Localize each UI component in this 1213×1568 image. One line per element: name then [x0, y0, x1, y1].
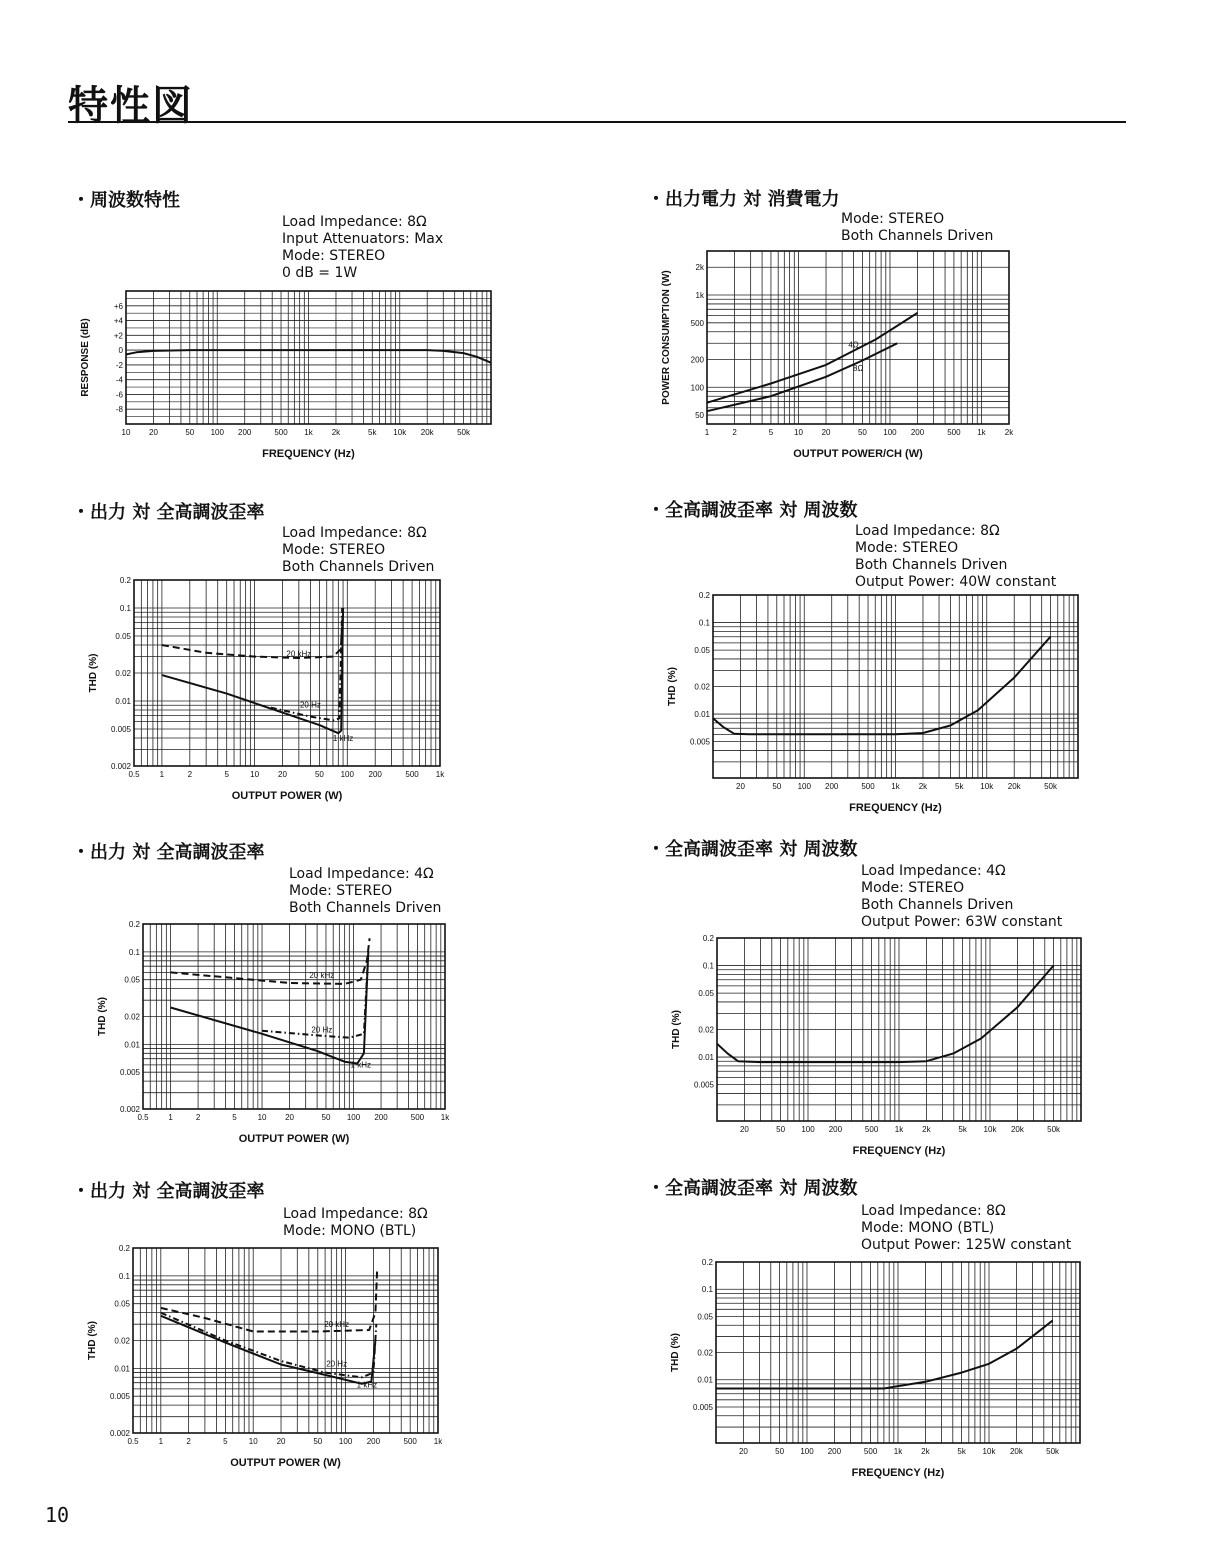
y-tick-label: 0.2 — [702, 934, 714, 943]
x-tick-label: 10 — [121, 428, 131, 437]
y-axis-label: THD (%) — [671, 1010, 682, 1049]
x-tick-label: 10k — [393, 428, 407, 437]
x-tick-label: 10k — [980, 782, 994, 791]
curve-label: 20 kHz — [324, 1319, 350, 1329]
condition-line: Load Impedance: 8Ω — [282, 525, 427, 541]
chart-c1 — [80, 291, 491, 460]
condition-line: Load Impedance: 8Ω — [282, 214, 427, 230]
y-tick-label: 2k — [695, 263, 704, 273]
y-tick-label: 0.2 — [128, 920, 140, 929]
curve-label: 8Ω — [853, 364, 864, 374]
chart-c2-section-title: ・出力電力 対 消費電力 — [647, 189, 840, 210]
series-line — [162, 608, 343, 658]
page-title: 特性図 — [68, 83, 194, 129]
curve-label: 20 kHz — [309, 971, 335, 981]
grid — [716, 1262, 1080, 1443]
x-tick-label: 1k — [891, 782, 900, 791]
y-tick-label: 0.005 — [119, 1068, 140, 1078]
y-tick-label: 0.005 — [110, 724, 131, 734]
x-tick-label: 50k — [1047, 1125, 1061, 1134]
grid — [143, 924, 445, 1109]
x-tick-label: 1k — [435, 770, 445, 779]
x-tick-label: 20 — [285, 1113, 295, 1122]
x-tick-label: 50 — [775, 1447, 785, 1456]
y-tick-label: 200 — [690, 355, 704, 365]
x-tick-label: 1 — [168, 1113, 173, 1122]
y-tick-label: -8 — [115, 405, 123, 415]
x-tick-label: 10 — [257, 1113, 267, 1122]
x-tick-label: 20k — [1009, 1447, 1023, 1456]
grid — [713, 595, 1078, 778]
y-tick-label: 0.2 — [698, 591, 710, 600]
x-tick-label: 2k — [331, 428, 341, 437]
y-tick-label: 0.05 — [124, 975, 140, 985]
chart-c1-section-title: ・周波数特性 — [72, 190, 180, 211]
x-axis-label: OUTPUT POWER (W) — [230, 1457, 341, 1469]
y-tick-label: 0.05 — [697, 1312, 713, 1322]
x-tick-label: 500 — [410, 1113, 425, 1122]
condition-line: Both Channels Driven — [289, 900, 442, 916]
x-tick-label: 2k — [921, 1447, 930, 1456]
x-tick-label: 200 — [374, 1113, 388, 1122]
x-tick-label: 5k — [958, 1125, 967, 1134]
y-tick-label: 0.02 — [698, 1025, 714, 1035]
curve-label: 4Ω — [848, 340, 859, 350]
y-tick-label: 0.05 — [698, 989, 714, 999]
x-tick-label: 20 — [276, 1437, 286, 1446]
x-tick-label: 20 — [278, 770, 287, 779]
grid — [126, 291, 491, 424]
chart-c6-section-title: ・全高調波歪率 対 周波数 — [647, 839, 858, 860]
y-tick-label: 0.005 — [692, 1402, 713, 1412]
x-tick-label: 1k — [433, 1437, 443, 1446]
x-tick-label: 50 — [776, 1125, 786, 1134]
condition-line: Both Channels Driven — [841, 228, 994, 244]
condition-line: Output Power: 40W constant — [855, 574, 1057, 590]
y-axis-label: THD (%) — [670, 1333, 681, 1372]
x-axis-label: FREQUENCY (Hz) — [262, 448, 355, 460]
y-tick-label: 0.02 — [115, 669, 131, 678]
condition-line: Mode: STEREO — [855, 540, 959, 556]
y-tick-label: 50 — [695, 411, 704, 421]
x-tick-label: 2 — [195, 1113, 201, 1122]
chart-c6 — [671, 934, 1081, 1157]
x-tick-label: 50 — [313, 1437, 323, 1446]
x-axis-label: FREQUENCY (Hz) — [849, 802, 942, 814]
y-tick-label: 1k — [695, 291, 704, 301]
y-axis-label: THD (%) — [97, 997, 108, 1036]
y-tick-label: 0.02 — [124, 1012, 140, 1022]
x-tick-label: 2k — [1004, 428, 1014, 437]
chart-c7 — [87, 1244, 443, 1469]
x-tick-label: 2k — [918, 782, 928, 791]
condition-line: Load Impedance: 8Ω — [283, 1206, 428, 1222]
curve-label: 20 Hz — [299, 700, 321, 710]
x-tick-label: 1k — [440, 1113, 450, 1122]
x-tick-label: 2 — [732, 428, 737, 437]
series-line — [162, 608, 343, 733]
x-tick-label: 100 — [210, 428, 224, 437]
x-tick-label: 200 — [366, 1437, 381, 1446]
x-tick-label: 50 — [772, 782, 782, 791]
y-axis-label: RESPONSE (dB) — [80, 318, 91, 397]
y-tick-label: 0.02 — [114, 1336, 130, 1346]
y-tick-label: +2 — [113, 331, 123, 341]
y-tick-label: 0.05 — [114, 1299, 130, 1309]
chart-c5-section-title: ・出力 対 全高調波歪率 — [72, 842, 265, 863]
grid — [134, 580, 440, 766]
y-tick-label: 500 — [690, 318, 704, 328]
y-tick-label: 0.1 — [118, 1271, 130, 1281]
grid — [717, 938, 1081, 1121]
y-tick-label: 0.01 — [697, 1375, 713, 1385]
x-tick-label: 0.5 — [137, 1113, 149, 1122]
y-tick-label: 0.1 — [119, 603, 131, 613]
y-tick-label: -2 — [115, 360, 123, 370]
y-tick-label: +4 — [113, 316, 123, 326]
y-tick-label: 0.1 — [702, 961, 714, 971]
curve-label: 20 kHz — [286, 649, 312, 659]
x-tick-label: 20 — [821, 428, 831, 437]
y-tick-label: 0.01 — [124, 1040, 140, 1050]
x-tick-label: 5k — [368, 428, 377, 437]
x-tick-label: 50 — [321, 1113, 331, 1122]
x-tick-label: 500 — [403, 1437, 417, 1446]
y-tick-label: 0.01 — [114, 1364, 130, 1374]
y-tick-label: 0.2 — [701, 1258, 713, 1267]
x-tick-label: 10k — [982, 1447, 996, 1456]
y-tick-label: 0.01 — [115, 696, 131, 706]
x-tick-label: 50k — [457, 428, 470, 437]
condition-line: Load Impedance: 8Ω — [861, 1203, 1006, 1219]
condition-line: Output Power: 63W constant — [861, 914, 1063, 930]
y-axis-label: THD (%) — [87, 1321, 98, 1360]
x-tick-label: 5k — [957, 1447, 966, 1456]
y-tick-label: -6 — [115, 390, 123, 400]
y-tick-label: 0.005 — [693, 1080, 714, 1090]
y-tick-label: 0.002 — [119, 1105, 140, 1114]
y-tick-label: -4 — [115, 375, 123, 385]
x-tick-label: 20 — [149, 428, 158, 437]
condition-line: Both Channels Driven — [282, 559, 435, 575]
x-tick-label: 0.5 — [127, 1437, 139, 1446]
x-tick-label: 20k — [1010, 1125, 1024, 1134]
x-tick-label: 500 — [863, 1447, 878, 1456]
y-tick-label: 0.005 — [109, 1392, 130, 1402]
series-line — [707, 343, 897, 411]
condition-line: Mode: STEREO — [841, 211, 945, 227]
y-axis-label: THD (%) — [88, 653, 99, 693]
chart-c8-section-title: ・全高調波歪率 対 周波数 — [647, 1178, 858, 1199]
y-tick-label: 0.2 — [119, 576, 131, 585]
x-tick-label: 100 — [346, 1113, 361, 1122]
x-tick-label: 20k — [420, 428, 434, 437]
curve-label: 1 kHz — [356, 1380, 378, 1390]
x-tick-label: 1k — [894, 1125, 904, 1134]
x-tick-label: 5k — [955, 782, 964, 791]
y-tick-label: 0.005 — [689, 737, 710, 747]
condition-line: Both Channels Driven — [855, 557, 1008, 573]
condition-line: Mode: MONO (BTL) — [861, 1220, 995, 1236]
y-axis-label: THD (%) — [667, 667, 678, 706]
condition-line: Output Power: 125W constant — [861, 1237, 1072, 1253]
curve-label: 20 Hz — [311, 1025, 333, 1035]
x-tick-label: 500 — [861, 782, 875, 791]
x-tick-label: 100 — [340, 770, 354, 779]
curve-label: 1 kHz — [332, 734, 354, 744]
chart-c7-section-title: ・出力 対 全高調波歪率 — [72, 1181, 265, 1202]
x-axis-label: FREQUENCY (Hz) — [852, 1145, 946, 1157]
x-tick-label: 50k — [1044, 782, 1057, 791]
x-tick-label: 50k — [1046, 1447, 1060, 1456]
condition-line: Mode: STEREO — [861, 880, 965, 896]
y-tick-label: +6 — [113, 301, 123, 311]
x-axis-label: OUTPUT POWER/CH (W) — [793, 448, 923, 460]
x-tick-label: 1 — [159, 770, 165, 779]
x-tick-label: 50 — [857, 428, 867, 437]
condition-line: Mode: STEREO — [289, 883, 393, 899]
x-tick-label: 200 — [238, 428, 252, 437]
x-tick-label: 200 — [910, 428, 925, 437]
x-tick-label: 500 — [947, 428, 961, 437]
y-tick-label: 0.01 — [694, 710, 710, 720]
page-number: 10 — [45, 1503, 70, 1527]
chart-c3-section-title: ・出力 対 全高調波歪率 — [72, 502, 265, 523]
series-line — [171, 952, 369, 1064]
x-tick-label: 1k — [893, 1447, 903, 1456]
condition-line: Load Impedance: 8Ω — [855, 523, 1000, 539]
condition-line: Both Channels Driven — [861, 897, 1014, 913]
y-tick-label: 0.002 — [110, 762, 131, 771]
x-tick-label: 2 — [187, 770, 193, 779]
x-tick-label: 1 — [158, 1437, 164, 1446]
y-tick-label: 0.02 — [694, 682, 710, 692]
grid — [707, 251, 1009, 424]
chart-c5 — [97, 920, 450, 1145]
x-tick-label: 20 — [738, 1447, 748, 1456]
condition-line: 0 dB = 1W — [282, 265, 358, 281]
y-tick-label: 100 — [690, 383, 704, 393]
y-tick-label: 0.2 — [118, 1244, 130, 1253]
x-tick-label: 200 — [368, 770, 382, 779]
x-axis-label: FREQUENCY (Hz) — [851, 1467, 945, 1479]
x-tick-label: 10 — [250, 770, 260, 779]
x-tick-label: 100 — [338, 1437, 353, 1446]
x-axis-label: OUTPUT POWER (W) — [238, 1133, 350, 1145]
x-tick-label: 200 — [825, 782, 839, 791]
x-tick-label: 100 — [800, 1447, 814, 1456]
x-tick-label: 5 — [232, 1113, 237, 1122]
x-tick-label: 100 — [797, 782, 811, 791]
x-tick-label: 200 — [828, 1125, 843, 1134]
x-tick-label: 200 — [827, 1447, 842, 1456]
x-tick-label: 0.5 — [128, 770, 140, 779]
x-tick-label: 5 — [224, 770, 229, 779]
y-tick-label: 0.1 — [698, 618, 710, 628]
x-tick-label: 500 — [864, 1125, 879, 1134]
y-tick-label: 0.02 — [697, 1348, 713, 1358]
x-tick-label: 20 — [739, 1125, 749, 1134]
y-tick-label: 0.01 — [698, 1053, 714, 1063]
chart-c4-section-title: ・全高調波歪率 対 周波数 — [647, 500, 858, 521]
y-tick-label: 0.05 — [115, 631, 131, 641]
y-axis-label: POWER CONSUMPTION (W) — [661, 270, 672, 405]
x-tick-label: 1k — [304, 428, 313, 437]
x-tick-label: 20k — [1007, 782, 1021, 791]
y-tick-label: 0.1 — [701, 1285, 713, 1295]
condition-line: Input Attenuators: Max — [282, 231, 444, 247]
condition-line: Mode: STEREO — [282, 542, 386, 558]
x-tick-label: 1 — [704, 428, 710, 437]
curve-label: 20 Hz — [326, 1359, 348, 1369]
x-tick-label: 10k — [983, 1125, 997, 1134]
chart-c4 — [667, 591, 1078, 814]
x-tick-label: 5 — [768, 428, 774, 437]
condition-line: Load Impedance: 4Ω — [861, 863, 1006, 879]
x-tick-label: 2 — [186, 1437, 191, 1446]
x-axis-label: OUTPUT POWER (W) — [231, 790, 343, 802]
grid — [133, 1248, 438, 1433]
chart-c2 — [661, 251, 1014, 460]
x-tick-label: 1k — [977, 428, 986, 437]
x-tick-label: 100 — [801, 1125, 815, 1134]
curve-label: 1 kHz — [350, 1060, 371, 1070]
y-tick-label: 0 — [118, 346, 123, 356]
chart-c8 — [670, 1258, 1080, 1479]
y-tick-label: 0.1 — [128, 947, 140, 957]
y-tick-label: 0.05 — [694, 646, 710, 656]
x-tick-label: 2k — [922, 1125, 931, 1134]
plot-frame — [707, 251, 1009, 424]
chart-c3 — [88, 576, 445, 802]
x-tick-label: 500 — [274, 428, 288, 437]
x-tick-label: 50 — [185, 428, 195, 437]
condition-line: Load Impedance: 4Ω — [289, 866, 434, 882]
x-tick-label: 500 — [405, 770, 419, 779]
x-tick-label: 10 — [794, 428, 803, 437]
x-tick-label: 20 — [736, 782, 745, 791]
x-tick-label: 50 — [314, 770, 324, 779]
y-tick-label: 0.002 — [109, 1429, 130, 1438]
x-tick-label: 5 — [223, 1437, 228, 1446]
x-tick-label: 100 — [883, 428, 897, 437]
x-tick-label: 10 — [248, 1437, 258, 1446]
condition-line: Mode: MONO (BTL) — [283, 1223, 417, 1239]
condition-line: Mode: STEREO — [282, 248, 386, 264]
